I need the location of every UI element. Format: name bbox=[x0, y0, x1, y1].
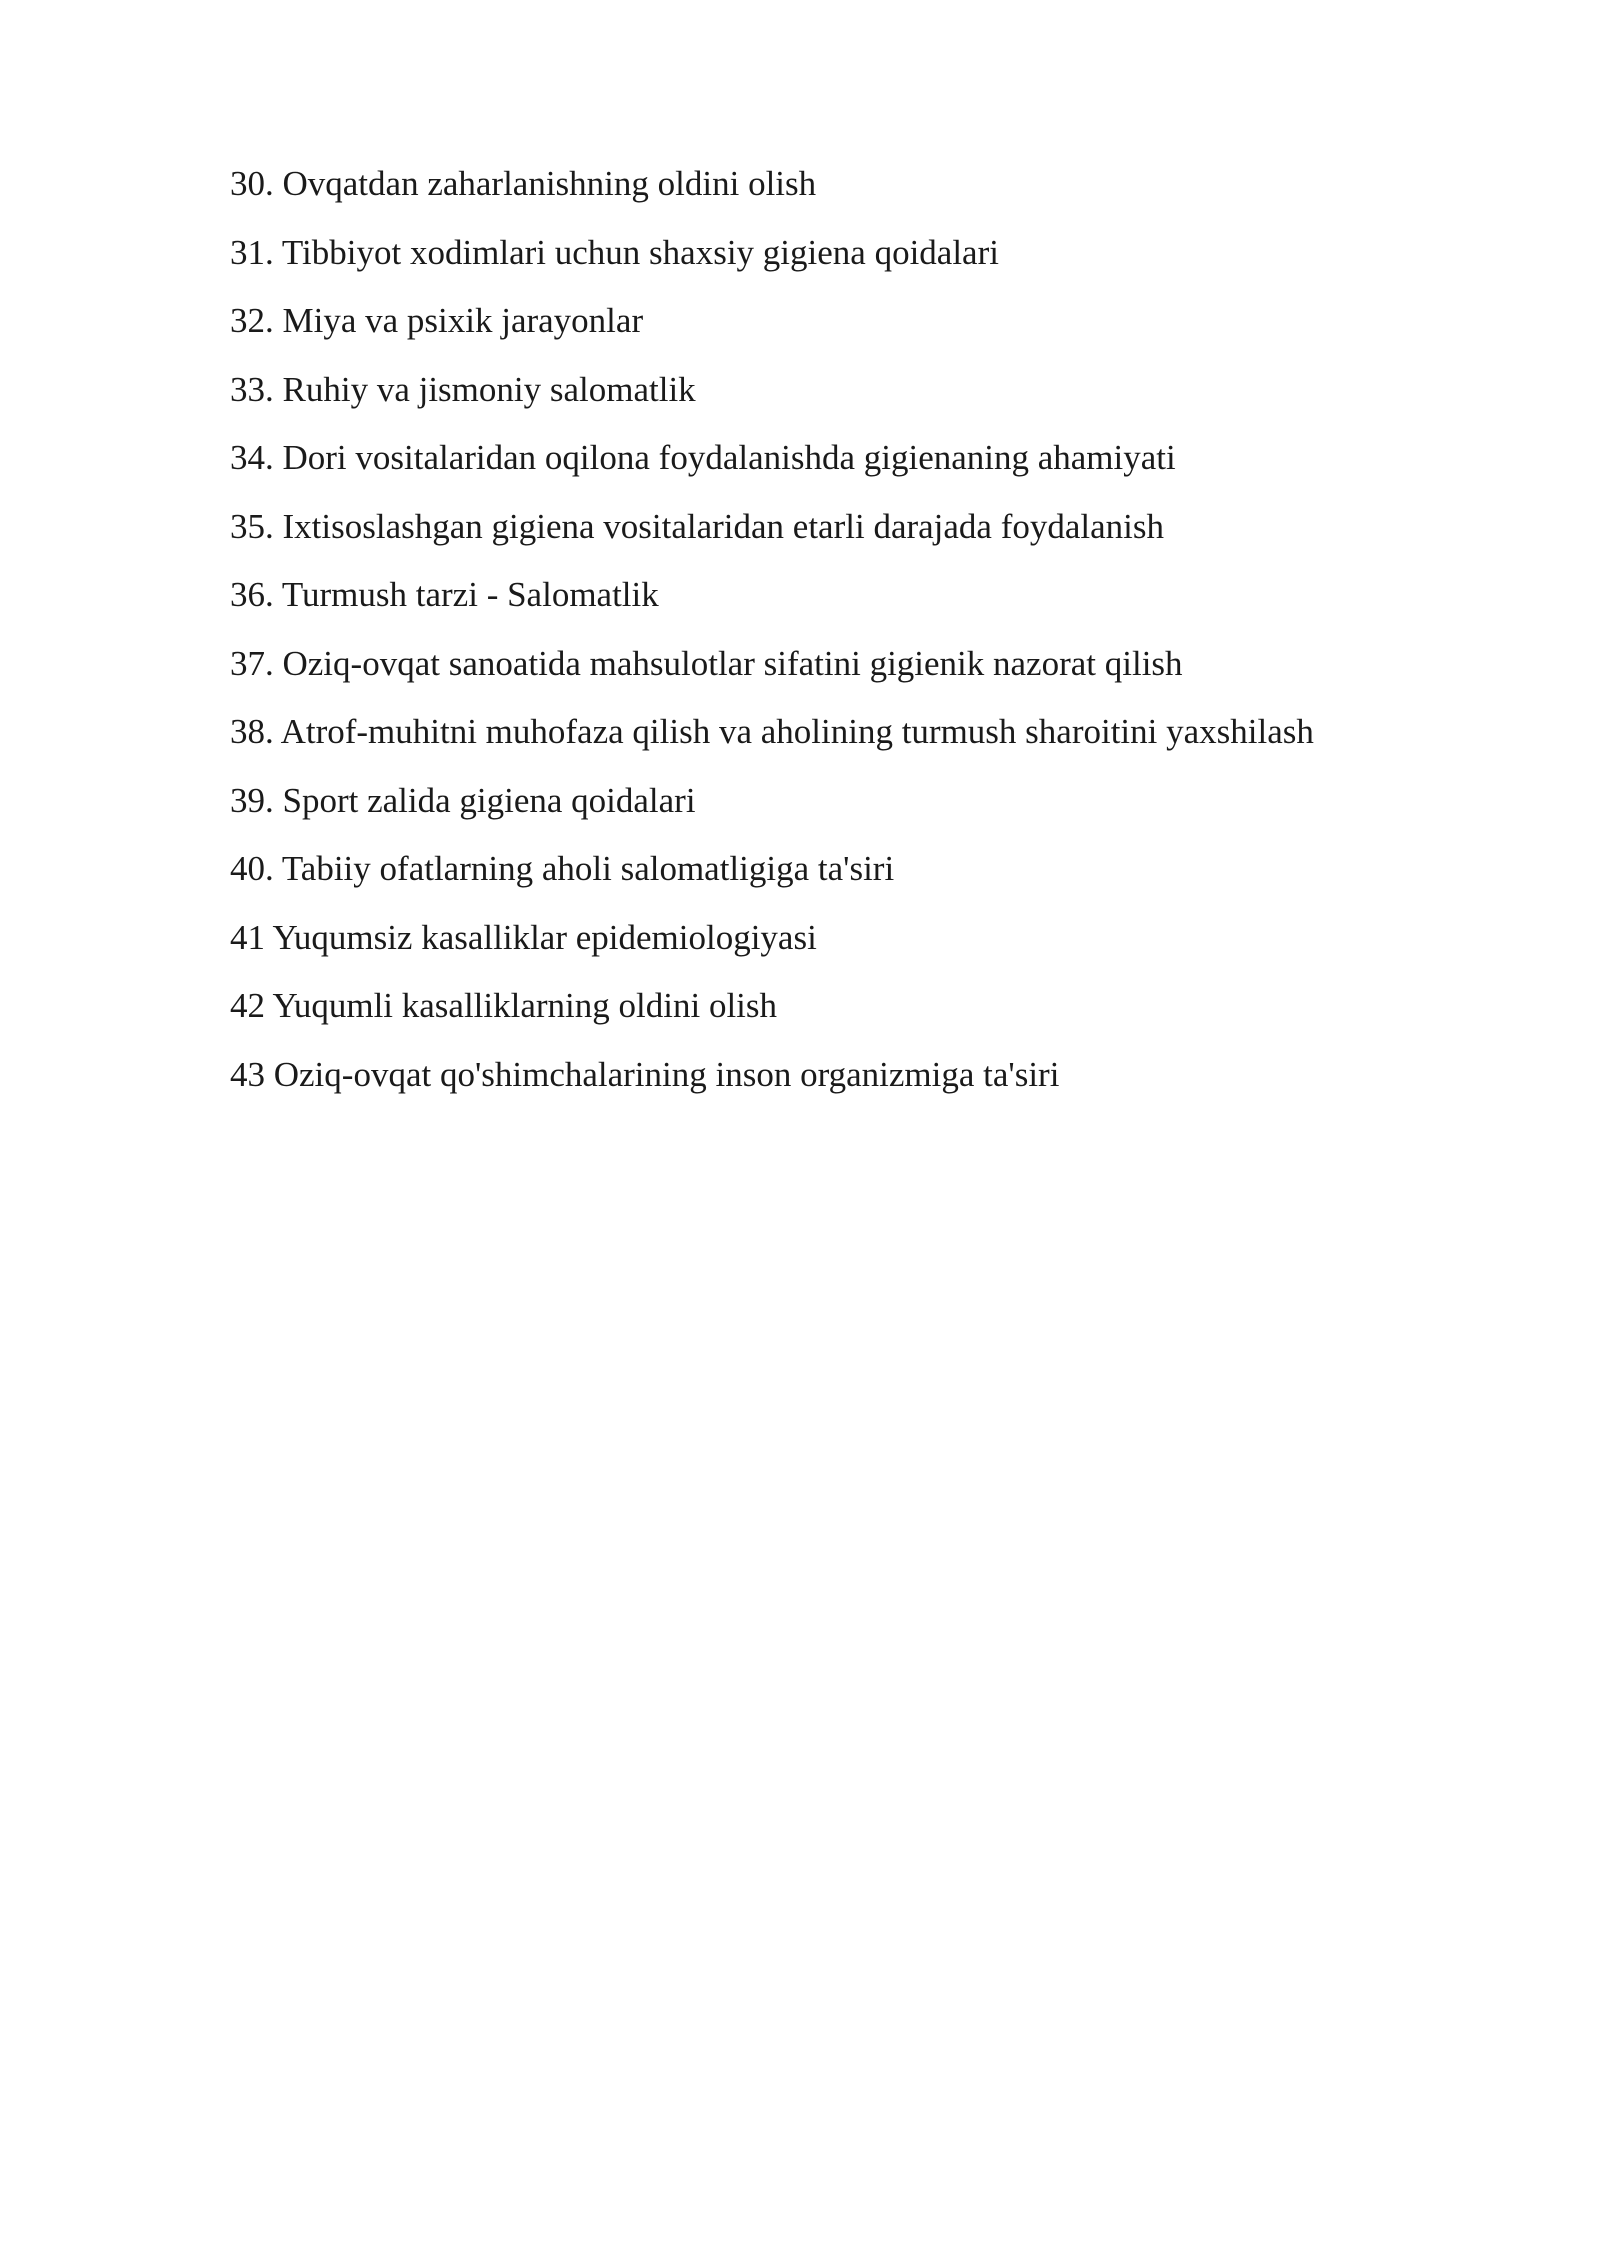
topic-item-33: 33. Ruhiy va jismoniy salomatlik bbox=[230, 369, 696, 409]
topic-item-41: 41 Yuqumsiz kasalliklar epidemiologiyasi bbox=[230, 917, 817, 957]
topic-item-31: 31. Tibbiyot xodimlari uchun shaxsiy gigiena qoidalari bbox=[230, 232, 999, 272]
topic-item-30: 30. Ovqatdan zaharlanishning oldini olish bbox=[230, 164, 817, 203]
topic-item-37: 37. Oziq-ovqat sanoatida mahsulotlar sifatini gigienik nazorat qilish bbox=[230, 643, 1183, 683]
topic-item-36: 36. Turmush tarzi - Salomatlik bbox=[230, 575, 659, 614]
topic-item-42: 42 Yuqumli kasalliklarning oldini olish bbox=[230, 986, 778, 1025]
topic-item-34: 34. Dori vositalaridan oqilona foydalanishda gigienaning ahamiyati bbox=[230, 438, 1176, 477]
topic-list bbox=[230, 150, 1470, 1109]
topic-item-39: 39. Sport zalida gigiena qoidalari bbox=[230, 780, 696, 820]
topic-item-38: 38. Atrof-muhitni muhofaza qilish va aholining turmush sharoitini yaxshilash bbox=[230, 712, 1314, 751]
topic-item-40: 40. Tabiiy ofatlarning aholi salomatligiga ta'siri bbox=[230, 849, 895, 888]
topic-item-35: 35. Ixtisoslashgan gigiena vositalaridan etarli darajada foydalanish bbox=[230, 506, 1165, 546]
topic-item-32: 32. Miya va psixik jarayonlar bbox=[230, 301, 644, 340]
topic-item-43: 43 Oziq-ovqat qo'shimchalarining inson organizmiga ta'siri bbox=[230, 1054, 1060, 1094]
